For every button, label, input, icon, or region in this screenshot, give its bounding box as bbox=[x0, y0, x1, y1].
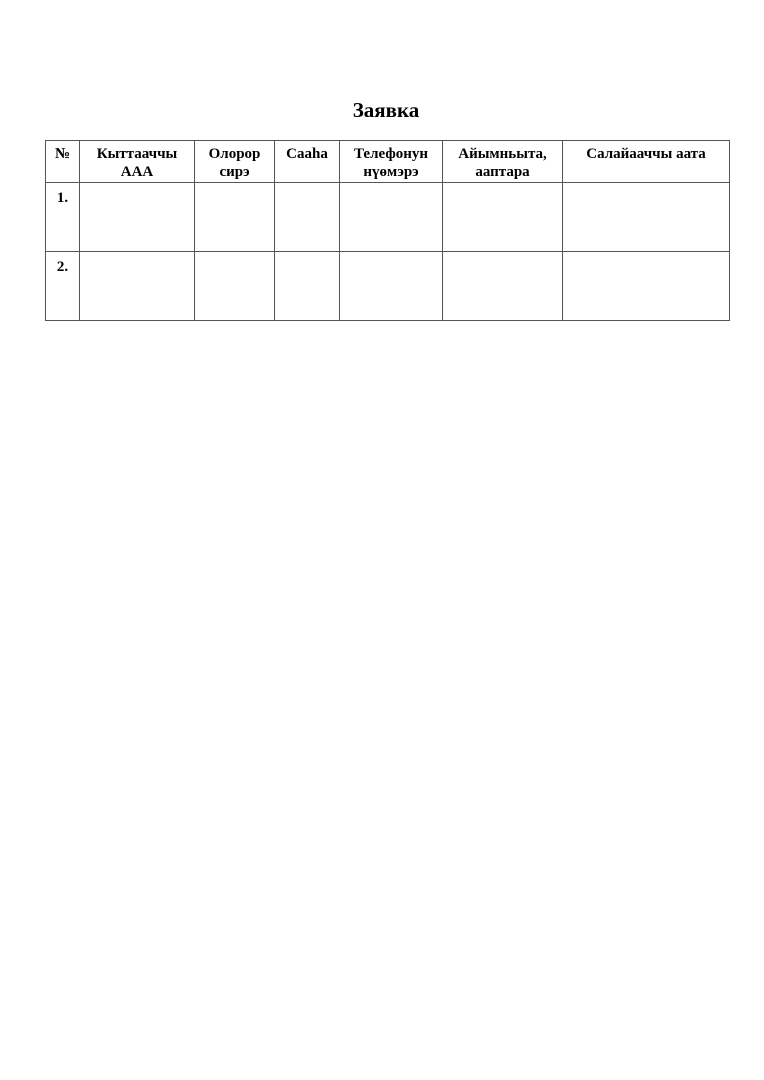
supervisor-name-cell[interactable] bbox=[563, 252, 730, 321]
phone-number-cell[interactable] bbox=[340, 252, 443, 321]
page-title: Заявка bbox=[352, 98, 420, 122]
work-author-cell[interactable] bbox=[443, 252, 563, 321]
header-residence: Олорор сирэ bbox=[195, 141, 275, 183]
header-participant-name: Кыттааччы ААА bbox=[80, 141, 195, 183]
table-row bbox=[46, 252, 730, 321]
header-number: № bbox=[46, 141, 80, 183]
age-cell[interactable] bbox=[275, 252, 340, 321]
header-phone-number: Телефонун нүөмэрэ bbox=[340, 141, 443, 183]
age-cell[interactable] bbox=[275, 183, 340, 252]
row-number: 1. bbox=[46, 183, 80, 252]
phone-number-cell[interactable] bbox=[340, 183, 443, 252]
header-work-author: Айымньыта, ааптара bbox=[443, 141, 563, 183]
participant-name-cell[interactable] bbox=[80, 252, 195, 321]
table-row bbox=[46, 183, 730, 252]
table-header-row bbox=[46, 141, 730, 183]
supervisor-name-cell[interactable] bbox=[563, 183, 730, 252]
row-number: 2. bbox=[46, 252, 80, 321]
participant-name-cell[interactable] bbox=[80, 183, 195, 252]
work-author-cell[interactable] bbox=[443, 183, 563, 252]
header-supervisor-name: Салайааччы аата bbox=[563, 141, 730, 183]
residence-cell[interactable] bbox=[195, 183, 275, 252]
header-age: Caahа bbox=[275, 141, 340, 183]
application-table bbox=[45, 140, 730, 321]
residence-cell[interactable] bbox=[195, 252, 275, 321]
